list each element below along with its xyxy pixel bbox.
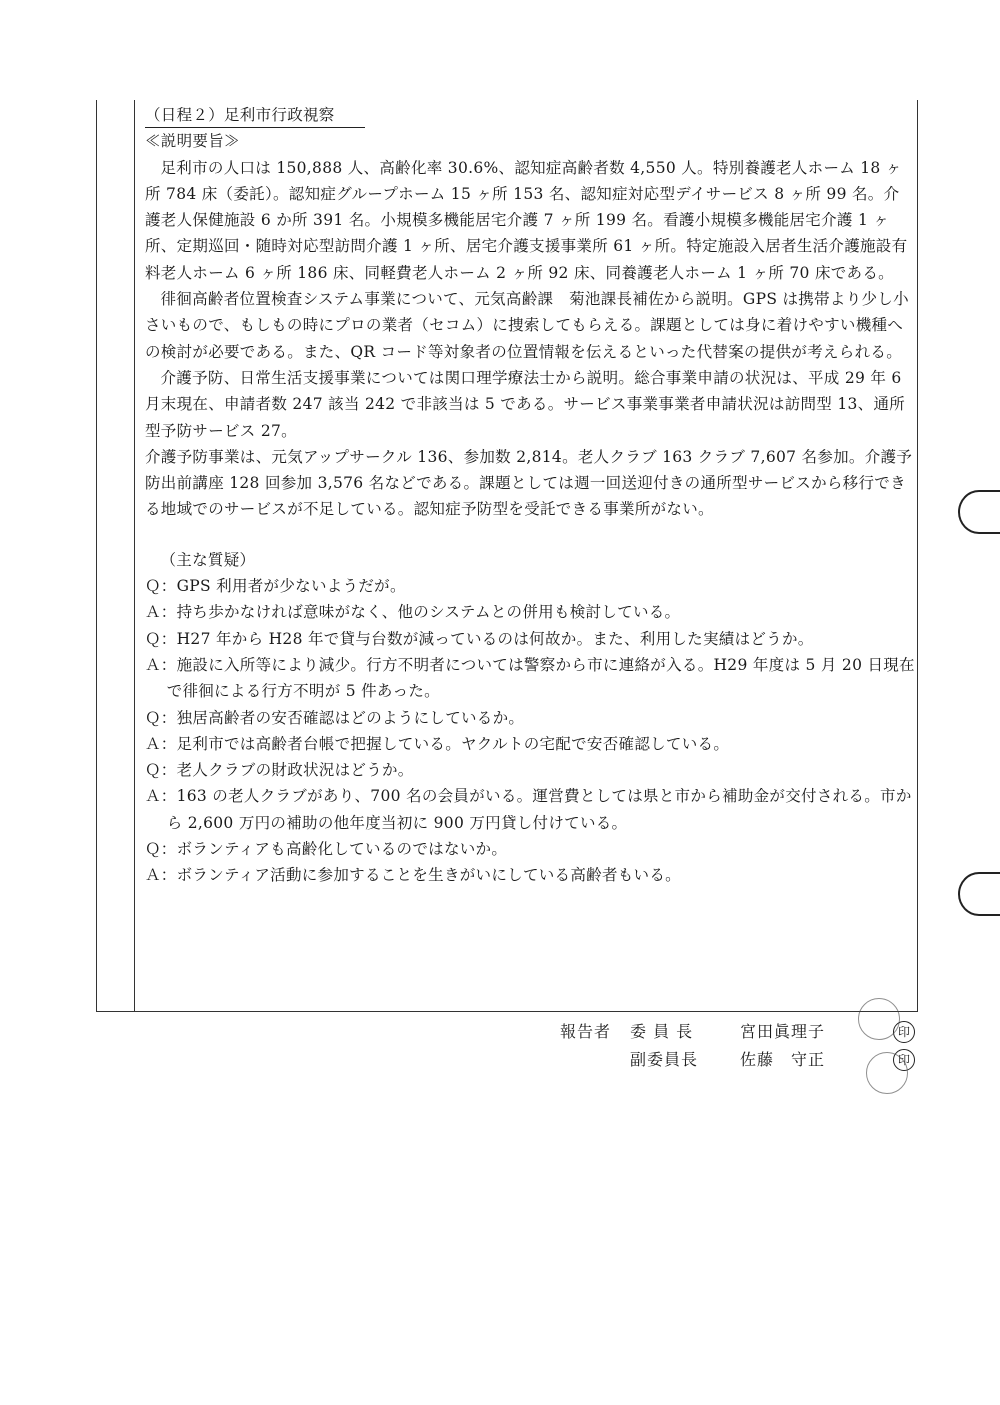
qa-item: Ｑ：GPS 利用者が少ないようだが。: [145, 577, 406, 596]
seal-mark-icon: 印: [893, 1021, 915, 1043]
stamp-seal-icon: [858, 998, 900, 1040]
punch-hole-icon: [958, 490, 1000, 534]
paragraph: 介護予防事業は、元気アップサークル 136、参加数 2,814。老人クラブ 163 クラブ 7,607 名参加。介護予防出前講座 128 回参加 3,576 名などである。課題としては週一回送迎付きの通所型サービスから移行できる地域でのサービスが不足している。認知症予防型を受託できる事業所がない。: [145, 447, 913, 519]
qa-heading: （主な質疑）: [160, 550, 256, 569]
section-heading: ≪説明要旨≫: [145, 132, 240, 151]
stamp-seal-icon: [866, 1052, 908, 1094]
punch-hole-icon: [958, 872, 1000, 916]
report-body: [145, 102, 915, 889]
reporter-label: 報告者: [560, 1022, 612, 1041]
qa-item: Ｑ：H27 年から H28 年で貸与台数が減っているのは何故か。また、利用した実績はどうか。: [145, 629, 814, 648]
qa-item: Ａ：163 の老人クラブがあり、700 名の会員がいる。運営費としては県と市から補助金が交付される。市から 2,600 万円の補助の他年度当初に 900 万円貸し付けている。: [145, 787, 912, 832]
paragraph: 介護予防、日常生活支援事業については関口理学療法士から説明。総合事業申請の状況は、平成 29 年 6 月末現在、申請者数 247 該当 242 で非該当は 5 である。サービス事業事業者申請状況は訪問型 13、通所型予防サービス 27。: [145, 368, 906, 440]
paragraph: 足利市の人口は 150,888 人、高齢化率 30.6%、認知症高齢者数 4,550 人。特別養護老人ホーム 18 ヶ所 784 床（委託）。認知症グループホーム 15 ヶ所 153 名、認知症対応型デイサービス 8 ヶ所 99 名。介護老人保健施設 6 か所 391 名。小規模多機能居宅介護 7 ヶ所 199 名。看護小規模多機能居宅介護 1 ヶ所、定期巡回・随時対応型訪問介護 1 ヶ所、居宅介護支援事業所 61 ヶ所。特定施設入居者生活介護施設有料老人ホーム 6 ヶ所 186 床、同軽費老人ホーム 2 ヶ所 92 床、同養護老人ホーム 1 ヶ所 70 床である。: [145, 158, 908, 282]
report-title: （日程２）足利市行政視察: [145, 103, 365, 128]
qa-item: Ｑ：ボランティアも高齢化しているのではないか。: [145, 840, 508, 859]
qa-item: Ｑ：老人クラブの財政状況はどうか。: [145, 761, 414, 780]
left-margin-rule: [134, 100, 135, 1012]
qa-item: Ａ：持ち歩かなければ意味がなく、他のシステムとの併用も検討している。: [145, 603, 681, 622]
chair-name: 宮田眞理子: [740, 1022, 826, 1041]
qa-item: Ａ：ボランティア活動に参加することを生きがいにしている高齢者もいる。: [145, 866, 681, 885]
qa-item: Ａ：足利市では高齢者台帳で把握している。ヤクルトの宅配で安否確認している。: [145, 734, 730, 753]
qa-item: Ｑ：独居高齢者の安否確認はどのようにしているか。: [145, 708, 525, 727]
vice-role: 副委員長: [630, 1050, 699, 1069]
qa-item: Ａ：施設に入所等により減少。行方不明者については警察から市に連絡が入る。H29 年度は 5 月 20 日現在で徘徊による行方不明が 5 件あった。: [145, 655, 915, 701]
chair-role: 委 員 長: [630, 1022, 694, 1041]
seal-mark-icon: 印: [893, 1049, 915, 1071]
vice-name: 佐藤 守正: [740, 1050, 826, 1069]
paragraph: 徘徊高齢者位置検査システム事業について、元気高齢課 菊池課長補佐から説明。GPS は携帯より少し小さいもので、もしもの時にプロの業者（セコム）に捜索してもらえる。課題としては身に着けやすい機種への検討が必要である。また、QR コード等対象者の位置情報を伝えるといった代替案の提供が考えられる。: [145, 290, 909, 361]
